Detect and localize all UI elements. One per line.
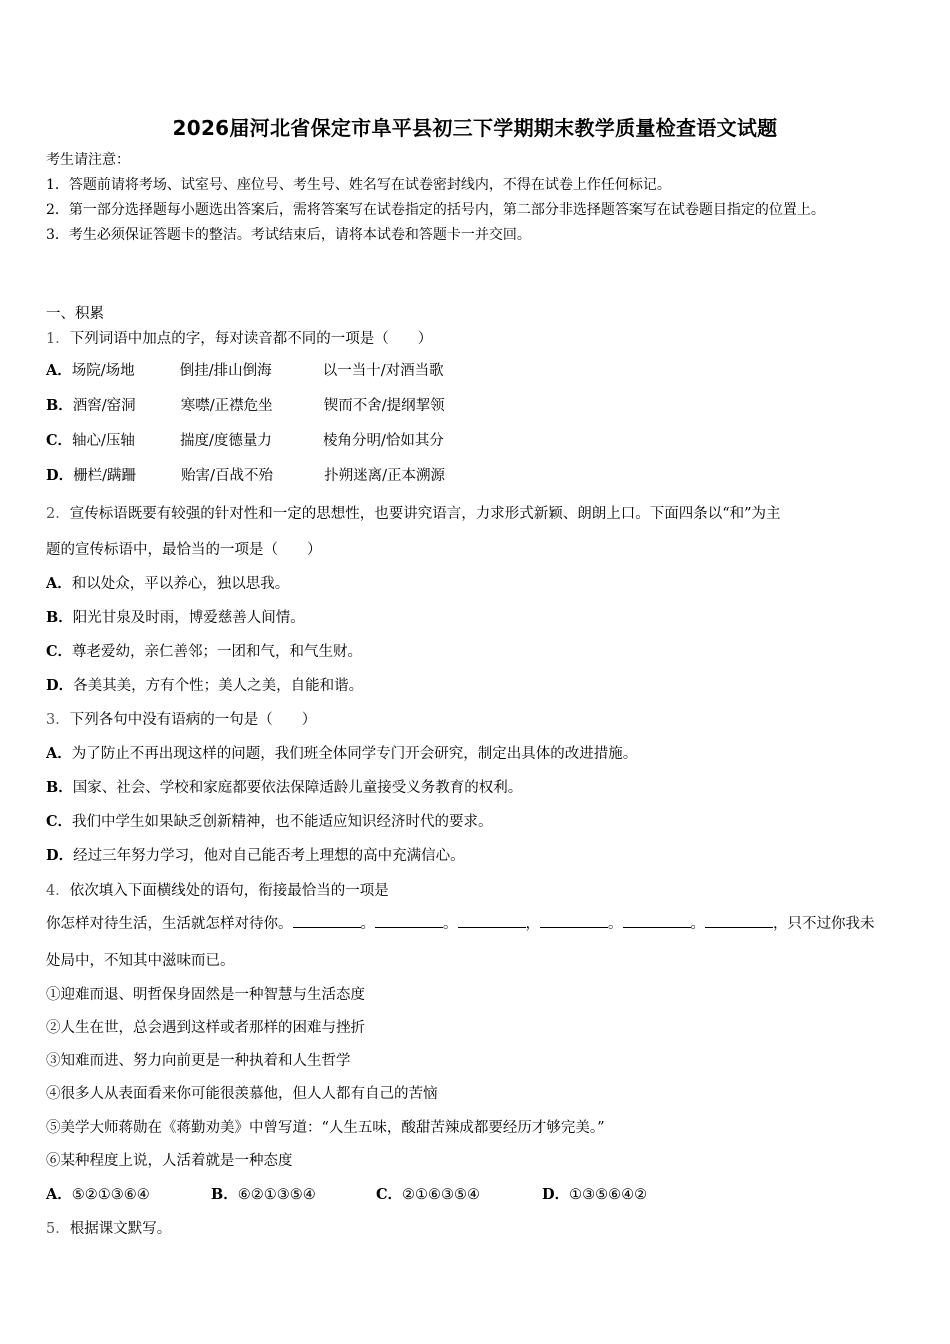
option-word: 场院/场地 (71, 363, 135, 379)
option-label: B． (46, 397, 73, 414)
question-number: 5． (46, 1221, 70, 1237)
q2-option-b[interactable] (46, 606, 305, 627)
q3-option-b[interactable] (46, 776, 522, 797)
question-text: 宣传标语既要有较强的针对性和一定的思想性，也要讲究语言，力求形式新颖、朗朗上口。下面四条以“和”为主 (69, 506, 781, 522)
option-label: D． (542, 1186, 570, 1203)
question-3-stem (46, 708, 316, 729)
option-text: 各美其美，方有个性；美人之美，自能和谐。 (73, 678, 364, 694)
fill-blank[interactable] (705, 915, 773, 928)
q4-option-d[interactable] (542, 1183, 647, 1204)
option-word: 栅栏/蹒跚 (73, 468, 136, 484)
question-text: 下列各句中没有语病的一句是（ ） (69, 712, 317, 728)
option-label: D． (46, 467, 74, 484)
notice-block (46, 148, 906, 248)
notice-heading: 考生请注意： (46, 152, 130, 168)
q2-option-a[interactable] (46, 572, 289, 593)
fill-blank[interactable] (623, 915, 691, 928)
option-text: ②①⑥③⑤④ (402, 1187, 481, 1203)
separator: 。 (690, 916, 705, 932)
question-1-stem (46, 327, 432, 348)
question-2-stem (46, 502, 908, 523)
separator: 。 (608, 916, 623, 932)
exam-title: 2026届河北省保定市阜平县初三下学期期末教学质量检查语文试题 (172, 116, 778, 140)
question-number: 1． (46, 331, 70, 347)
q1-option-c[interactable] (46, 429, 444, 450)
option-label: C． (46, 643, 73, 660)
option-word: 棱角分明/恰如其分 (323, 433, 444, 449)
question-text: 依次填入下面横线处的语句，衔接最恰当的一项是 (69, 883, 389, 899)
option-word: 扑朔迷离/正本溯源 (324, 468, 445, 484)
q3-option-c[interactable] (46, 810, 493, 831)
option-word: 揣度/度德量力 (180, 433, 272, 449)
q3-option-d[interactable] (46, 844, 465, 865)
question-number: 4． (46, 883, 70, 899)
q1-option-d[interactable] (46, 464, 445, 485)
notice-item-2: 2．第一部分选择题每小题选出答案后，需将答案写在试卷指定的括号内，第二部分非选择题答案写在试卷题目指定的位置上。 (46, 202, 825, 218)
q2-option-d[interactable] (46, 674, 363, 695)
q1-option-b[interactable] (46, 394, 445, 415)
q4-sentence-5: ⑤美学大师蒋勋在《蒋勤劝美》中曾写道：“人生五味，酸甜苦辣成都要经历才够完美。” (46, 1120, 605, 1136)
fill-blank[interactable] (375, 915, 443, 928)
option-label: B． (211, 1186, 238, 1203)
question-text: 根据课文默写。 (69, 1221, 172, 1237)
fill-blank[interactable] (458, 915, 526, 928)
passage-text: ，只不过你我未 (773, 916, 875, 932)
option-text: 阳光甘泉及时雨，博爱慈善人间情。 (72, 610, 305, 626)
option-label: C． (376, 1186, 403, 1203)
separator: 。 (360, 916, 375, 932)
separator: 。 (443, 916, 458, 932)
option-text: 和以处众，平以养心，独以思我。 (71, 576, 290, 592)
q4-options-row (46, 1183, 647, 1204)
option-label: D． (46, 677, 74, 694)
notice-item-3: 3．考生必须保证答题卡的整洁。考试结束后，请将本试卷和答题卡一并交回。 (46, 227, 531, 243)
question-4-passage (46, 912, 908, 933)
q4-sentence-6: ⑥某种程度上说，人活着就是一种态度 (46, 1153, 293, 1169)
option-text: 国家、社会、学校和家庭都要依法保障适龄儿童接受义务教育的权利。 (72, 780, 523, 796)
option-text: 经过三年努力学习，他对自己能否考上理想的高中充满信心。 (73, 848, 465, 864)
option-label: C． (46, 432, 73, 449)
option-word: 酒窖/窑洞 (72, 398, 136, 414)
option-label: B． (46, 609, 73, 626)
q4-sentence-4: ④很多人从表面看来你可能很羡慕他，但人人都有自己的苦恼 (46, 1086, 438, 1102)
option-label: A． (46, 1186, 72, 1203)
question-4-passage-cont: 处局中，不知其中滋味而已。 (46, 953, 235, 969)
option-text: ⑤②①③⑥④ (71, 1187, 150, 1203)
option-word: 倒挂/排山倒海 (179, 363, 272, 379)
q4-sentence-1: ①迎难而退、明哲保身固然是一种智慧与生活态度 (46, 987, 365, 1003)
q4-sentence-3: ③知难而进、努力向前更是一种执着和人生哲学 (46, 1053, 351, 1069)
option-word: 锲而不舍/提纲挈领 (323, 398, 445, 414)
passage-text: 你怎样对待生活，生活就怎样对待你。 (46, 916, 293, 932)
option-text: ⑥②①③⑤④ (237, 1187, 316, 1203)
option-word: 贻害/百战不殆 (181, 468, 273, 484)
option-label: B． (46, 779, 73, 796)
q2-option-c[interactable] (46, 640, 362, 661)
option-text: ①③⑤⑥④② (569, 1187, 648, 1203)
option-label: C． (46, 813, 73, 830)
notice-item-1: 1．答题前请将考场、试室号、座位号、考生号、姓名写在试卷密封线内，不得在试卷上作任何标记。 (46, 177, 671, 193)
option-label: A． (46, 362, 72, 379)
option-label: D． (46, 847, 74, 864)
fill-blank[interactable] (293, 915, 361, 928)
q4-option-c[interactable] (376, 1183, 542, 1204)
q4-option-b[interactable] (211, 1183, 376, 1204)
option-text: 我们中学生如果缺乏创新精神，也不能适应知识经济时代的要求。 (72, 814, 493, 830)
question-2-stem-cont: 题的宣传标语中，最恰当的一项是（ ） (46, 542, 322, 558)
option-text: 尊老爱幼，亲仁善邻；一团和气，和气生财。 (72, 644, 363, 660)
separator: ， (525, 916, 540, 932)
option-label: A． (46, 745, 72, 762)
question-5-stem (46, 1217, 171, 1238)
q4-option-a[interactable] (46, 1183, 211, 1204)
fill-blank[interactable] (540, 915, 608, 928)
q3-option-a[interactable] (46, 742, 637, 763)
question-4-stem (46, 879, 389, 900)
question-text: 下列词语中加点的字，每对读音都不同的一项是（ ） (69, 331, 433, 347)
option-label: A． (46, 575, 72, 592)
option-text: 为了防止不再出现这样的问题，我们班全体同学专门开会研究，制定出具体的改进措施。 (71, 746, 638, 762)
q4-sentence-2: ②人生在世，总会遇到这样或者那样的困难与挫折 (46, 1020, 365, 1036)
option-word: 寒噤/正襟危坐 (180, 398, 273, 414)
question-number: 2． (46, 506, 70, 522)
question-number: 3． (46, 712, 70, 728)
option-word: 轴心/压轴 (72, 433, 135, 449)
option-word: 以一当十/对酒当歌 (322, 363, 444, 379)
section-heading: 一、积累 (46, 306, 104, 322)
q1-option-a[interactable] (46, 359, 444, 380)
